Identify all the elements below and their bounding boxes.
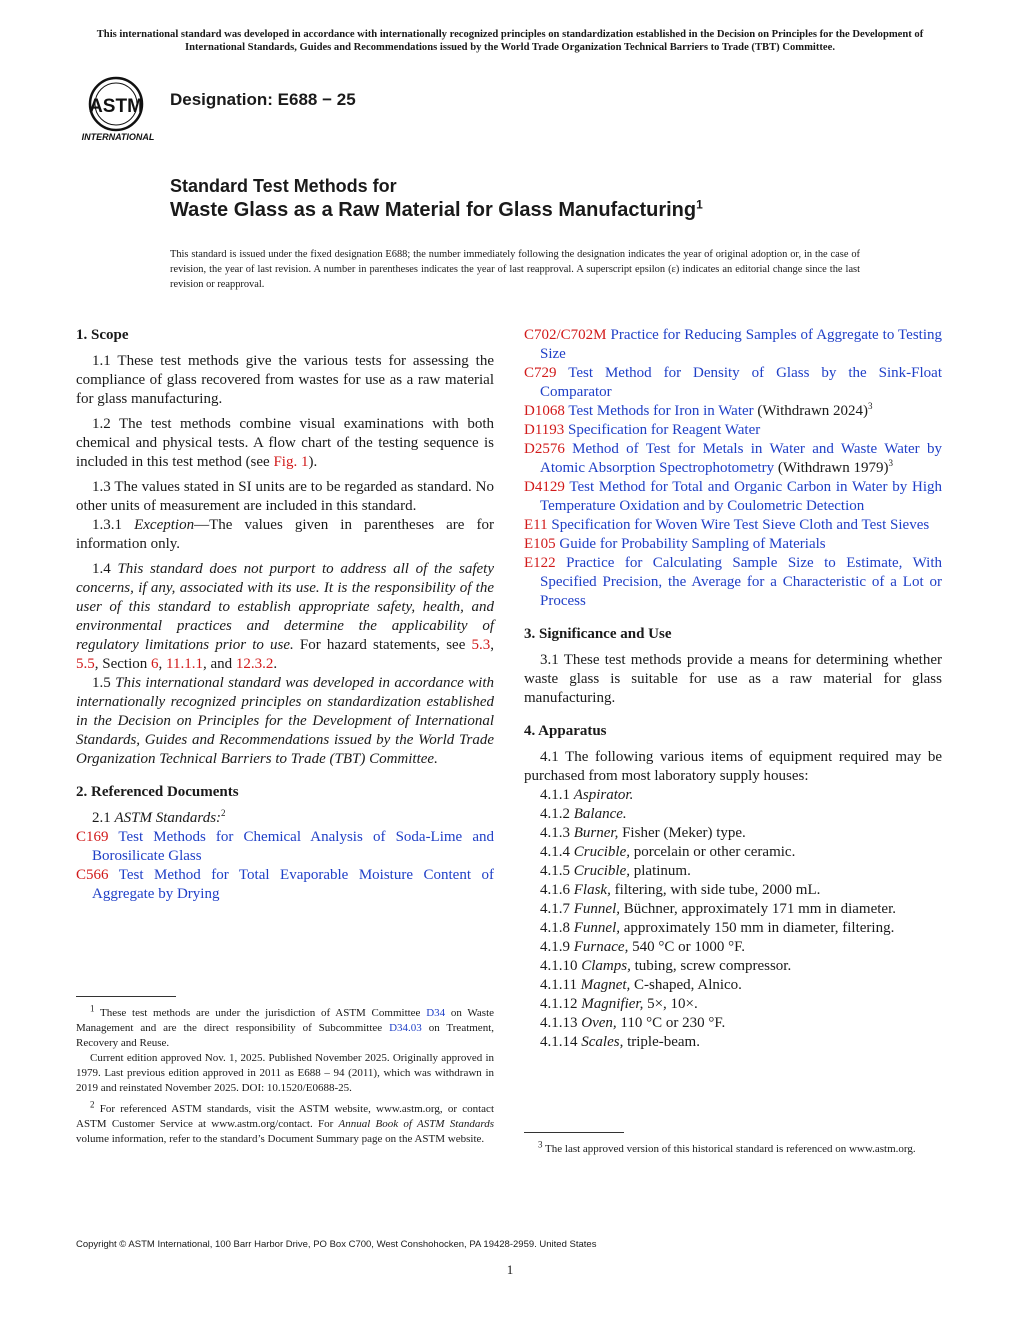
apparatus-item-name: Crucible,: [573, 844, 630, 860]
para-1-4-em: This standard does not purport to address all of the safety concerns, if any, associated with its use. It is the responsibility of the user of this standard to establish appropriate safety, health, and environmental practices and determine the applicability of regulatory limitations prior to use.: [76, 561, 495, 653]
reference-title-link[interactable]: Method of Test for Metals in Water and Waste Water by Atomic Absorption Spectrophotometry: [540, 441, 942, 476]
apparatus-item-desc: approximately 150 mm in diameter, filtering.: [620, 920, 895, 936]
apparatus-item-name: Furnace,: [573, 939, 629, 955]
apparatus-item-name: Burner,: [573, 825, 619, 841]
apparatus-list: [524, 786, 942, 1052]
apparatus-item: [524, 843, 942, 862]
fn-text: on Waste Management and are the direct responsibility of Subcommittee: [76, 1007, 495, 1034]
apparatus-item: [524, 1014, 942, 1033]
footnote-rule: [524, 1132, 624, 1133]
page-number: 1: [506, 1262, 514, 1277]
reference-code-link[interactable]: C729: [524, 365, 557, 381]
apparatus-item-desc: 110 °C or 230 °F.: [616, 1015, 726, 1031]
fn-text: For referenced ASTM standards, visit the ASTM website, www.astm.org, or contact ASTM Customer Service at www.astm.org/contact. For: [76, 1103, 494, 1130]
apparatus-item-number: 4.1.2: [540, 806, 574, 822]
reference-item: [524, 535, 942, 554]
apparatus-item-number: 4.1.10: [540, 958, 582, 974]
apparatus-item-name: Scales,: [581, 1034, 624, 1050]
apparatus-item: [524, 805, 942, 824]
fn-num: 1: [90, 1003, 95, 1014]
reference-item: [524, 554, 942, 611]
reference-title-link[interactable]: Test Method for Total Evaporable Moisture Content of Aggregate by Drying: [92, 867, 494, 902]
reference-title-link[interactable]: Guide for Probability Sampling of Materials: [555, 536, 826, 552]
para-3-1: 3.1 These test methods provide a means for determining whether waste glass is suitable for use as a raw material for glass manufacturing.: [524, 652, 942, 706]
title-line-2: [170, 199, 703, 222]
footnote-mark: 3: [868, 401, 873, 411]
para-1-3-1: [76, 516, 494, 554]
apparatus-item-name: Balance.: [573, 806, 627, 822]
apparatus-item-desc: C-shaped, Alnico.: [630, 977, 742, 993]
apparatus-item-name: Aspirator.: [573, 787, 634, 803]
sep: ,: [158, 656, 166, 672]
reference-item: [524, 326, 942, 364]
scope-heading: 1. Scope: [76, 327, 129, 343]
reference-item: [76, 866, 494, 904]
reference-title-link[interactable]: Specification for Woven Wire Test Sieve Cloth and Test Sieves: [547, 517, 930, 533]
reference-item: [524, 440, 942, 478]
footnote-3: [524, 1139, 942, 1157]
fn-text: volume information, refer to the standard’s Document Summary page on the ASTM website.: [76, 1133, 485, 1145]
para-1-5-num: 1.5: [92, 675, 116, 691]
para-1-1: 1.1 These test methods give the various tests for assessing the compliance of glass recovered from wastes for use as a raw material for glass manufacturing.: [76, 353, 494, 407]
apparatus-item-name: Magnifier,: [581, 996, 644, 1012]
reference-code-link[interactable]: D4129: [524, 479, 565, 495]
footnote-1-edition: Current edition approved Nov. 1, 2025. Published November 2025. Originally approved in 1979. Last previous edition approved in 2011 as E688 – 94 (2011), which was withdrawn in 2019 and reinstated November 2025. DOI: 10.1520/E0688-25.: [76, 1052, 494, 1094]
reference-title-link[interactable]: Test Methods for Iron in Water: [564, 403, 754, 419]
reference-code-link[interactable]: D2576: [524, 441, 565, 457]
apparatus-item: [524, 976, 942, 995]
para-1-3-1-text: —The values given in parentheses are for information only.: [76, 517, 495, 552]
para-4-1: 4.1 The following various items of equipment required may be purchased from most laboratory supply houses:: [524, 749, 942, 784]
astm-logo-icon: [76, 72, 160, 144]
para-1-5-em: This international standard was developed in accordance with internationally recognized principles on standardization established in the Decision on Principles for the Development of International Standards, Guides and Recommendations issued by the World Trade Organization Technical Barriers to Trade (TBT) Committee.: [76, 675, 494, 767]
sep: , and: [202, 656, 236, 672]
apparatus-item: [524, 862, 942, 881]
apparatus-item-desc: triple-beam.: [623, 1034, 700, 1050]
reference-code-link[interactable]: E122: [524, 555, 556, 571]
footnote-mark: 2: [221, 808, 226, 818]
apparatus-item-number: 4.1.3: [540, 825, 574, 841]
para-1-4: [76, 560, 494, 674]
logo-subtext: INTERNATIONAL: [81, 132, 155, 142]
left-column: [76, 326, 494, 904]
footnote-mark: 3: [888, 458, 894, 468]
title-footnote-mark: 1: [696, 197, 703, 212]
apparatus-item: [524, 957, 942, 976]
apparatus-item-number: 4.1.14: [540, 1034, 582, 1050]
para-1-5: [76, 674, 494, 769]
d34-link[interactable]: D34: [426, 1007, 446, 1019]
fn-em: Annual Book of ASTM Standards: [338, 1118, 494, 1130]
apparatus-item-name: Funnel,: [573, 901, 620, 917]
apparatus-item-name: Clamps,: [581, 958, 631, 974]
apparatus-item-name: Crucible,: [573, 863, 630, 879]
logo-text: ASTM: [89, 96, 143, 117]
apparatus-item: [524, 881, 942, 900]
reference-title-link[interactable]: Practice for Calculating Sample Size to Estimate, With Specified Precision, the Average for a Characteristic of a Lot or Process: [540, 555, 942, 609]
reference-item: [524, 478, 942, 516]
apparatus-item-desc: porcelain or other ceramic.: [630, 844, 796, 860]
reference-list-right: [524, 326, 942, 611]
fig-1-link[interactable]: Fig. 1: [273, 454, 309, 470]
refdocs-heading: 2. Referenced Documents: [76, 784, 239, 800]
apparatus-item-number: 4.1.7: [540, 901, 574, 917]
para-1-3: 1.3 The values stated in SI units are to be regarded as standard. No other units of measurement are included in this standard.: [76, 479, 494, 514]
apparatus-item: [524, 919, 942, 938]
standard-notice: This international standard was developed in accordance with internationally recognized principles on standardization established in the Decision on Principles for the Development of International Standards, Guides and Recommendations issued by the World Trade Organization Technical Barriers to Trade (TBT) Committee.: [96, 29, 924, 53]
fn-text: These test methods are under the jurisdiction of ASTM Committee: [94, 1007, 427, 1019]
fn-num: 3: [538, 1139, 543, 1150]
apparatus-item-number: 4.1.11: [540, 977, 581, 993]
reference-status: (Withdrawn 2024): [753, 403, 869, 419]
reference-title-link[interactable]: Specification for Reagent Water: [564, 422, 761, 438]
sep: ,: [490, 637, 494, 653]
title-line-1: Standard Test Methods for: [170, 176, 397, 196]
sep: , Section: [94, 656, 151, 672]
link-12-3-2[interactable]: 12.3.2: [235, 656, 274, 672]
para-1-2: [76, 415, 494, 472]
apparatus-item-name: Flask,: [573, 882, 611, 898]
para-2-1: [76, 809, 494, 828]
sep: .: [273, 656, 278, 672]
reference-code-link[interactable]: C566: [76, 867, 109, 883]
reference-code-link[interactable]: C169: [76, 829, 109, 845]
apparatus-item-desc: Fisher (Meker) type.: [618, 825, 746, 841]
apparatus-item-number: 4.1.8: [540, 920, 574, 936]
apparatus-item-number: 4.1.9: [540, 939, 574, 955]
reference-list-left: [76, 828, 494, 904]
apparatus-item: [524, 786, 942, 805]
apparatus-item-desc: filtering, with side tube, 2000 mL.: [610, 882, 821, 898]
issued-note: This standard is issued under the fixed designation E688; the number immediately following the designation indicates the year of original adoption or, in the case of revision, the year of last revision. A number in parentheses indicates the year of last reapproval. A superscript epsilon (ε) indicates an editorial change since the last revision or reapproval.: [170, 249, 860, 290]
para-2-1-num: 2.1: [92, 810, 115, 826]
apparatus-item-name: Funnel,: [573, 920, 620, 936]
apparatus-item-desc: tubing, screw compressor.: [630, 958, 792, 974]
link-11-1-1[interactable]: 11.1.1: [166, 656, 203, 672]
para-1-3-1-num: 1.3.1: [92, 517, 135, 533]
apparatus-heading: 4. Apparatus: [524, 723, 607, 739]
copyright: Copyright © ASTM International, 100 Barr Harbor Drive, PO Box C700, West Conshohocken, PA 19428-2959. United States: [76, 1239, 597, 1250]
apparatus-item-name: Oven,: [581, 1015, 617, 1031]
reference-title-link[interactable]: Test Method for Density of Glass by the Sink-Float Comparator: [540, 365, 942, 400]
footnotes-left: [76, 1003, 495, 1147]
reference-item: [524, 421, 942, 440]
para-1-2-end: ).: [308, 454, 318, 470]
apparatus-item-number: 4.1.4: [540, 844, 574, 860]
reference-code-link[interactable]: C702/C702M: [524, 327, 607, 343]
reference-code-link[interactable]: E11: [524, 517, 548, 533]
link-5-5[interactable]: 5.5: [76, 656, 95, 672]
para-1-4-text: For hazard statements, see: [293, 637, 472, 653]
fn-text: on Treatment, Recovery and Reuse.: [76, 1022, 494, 1049]
reference-status: (Withdrawn 1979): [774, 460, 889, 476]
apparatus-item: [524, 824, 942, 843]
para-1-2-text: 1.2 The test methods combine visual examinations with both chemical and physical tests. A flow chart of the testing sequence is included in this test method (see: [76, 416, 494, 470]
para-1-3-1-em: Exception: [134, 517, 195, 533]
reference-title-link[interactable]: Test Methods for Chemical Analysis of Soda-Lime and Borosilicate Glass: [92, 829, 494, 864]
designation: Designation: E688 − 25: [170, 90, 356, 109]
significance-heading: 3. Significance and Use: [524, 626, 672, 642]
title-text: Waste Glass as a Raw Material for Glass Manufacturing: [170, 199, 697, 221]
apparatus-item: [524, 995, 942, 1014]
link-section-6[interactable]: 6: [151, 656, 159, 672]
reference-title-link[interactable]: Practice for Reducing Samples of Aggregate to Testing Size: [540, 327, 942, 362]
apparatus-item-number: 4.1.13: [540, 1015, 582, 1031]
apparatus-item-number: 4.1.12: [540, 996, 582, 1012]
para-2-1-em: ASTM Standards:: [114, 810, 222, 826]
apparatus-item-desc: 540 °C or 1000 °F.: [628, 939, 745, 955]
reference-code-link[interactable]: E105: [524, 536, 556, 552]
reference-item: [524, 402, 942, 421]
fn-num: 2: [90, 1099, 95, 1110]
apparatus-item: [524, 938, 942, 957]
apparatus-item-desc: 5×, 10×.: [643, 996, 698, 1012]
apparatus-item-name: Magnet,: [580, 977, 631, 993]
footnote-2: [76, 1099, 494, 1147]
fn-text: The last approved version of this historical standard is referenced on www.astm.org.: [542, 1143, 916, 1155]
apparatus-item-number: 4.1.6: [540, 882, 574, 898]
reference-item: [524, 364, 942, 402]
apparatus-item-desc: platinum.: [630, 863, 691, 879]
footnote-1: [76, 1003, 495, 1051]
apparatus-item: [524, 1033, 942, 1052]
astm-logo: [76, 72, 160, 144]
footnote-3-text: [524, 1139, 942, 1157]
apparatus-item: [524, 900, 942, 919]
link-5-3[interactable]: 5.3: [471, 637, 491, 653]
apparatus-item-desc: Büchner, approximately 171 mm in diameter.: [620, 901, 896, 917]
reference-title-link[interactable]: Test Method for Total and Organic Carbon in Water by High Temperature Oxidation and by Coulometric Detection: [540, 479, 942, 514]
apparatus-item-number: 4.1.1: [540, 787, 574, 803]
right-column: [524, 326, 942, 1052]
reference-item: [76, 828, 494, 866]
d34-03-link[interactable]: D34.03: [389, 1022, 422, 1034]
reference-item: [524, 516, 942, 535]
apparatus-item-number: 4.1.5: [540, 863, 574, 879]
reference-code-link[interactable]: D1068: [524, 403, 565, 419]
para-1-4-num: 1.4: [92, 561, 118, 577]
reference-code-link[interactable]: D1193: [524, 422, 565, 438]
footnote-rule: [76, 996, 176, 997]
